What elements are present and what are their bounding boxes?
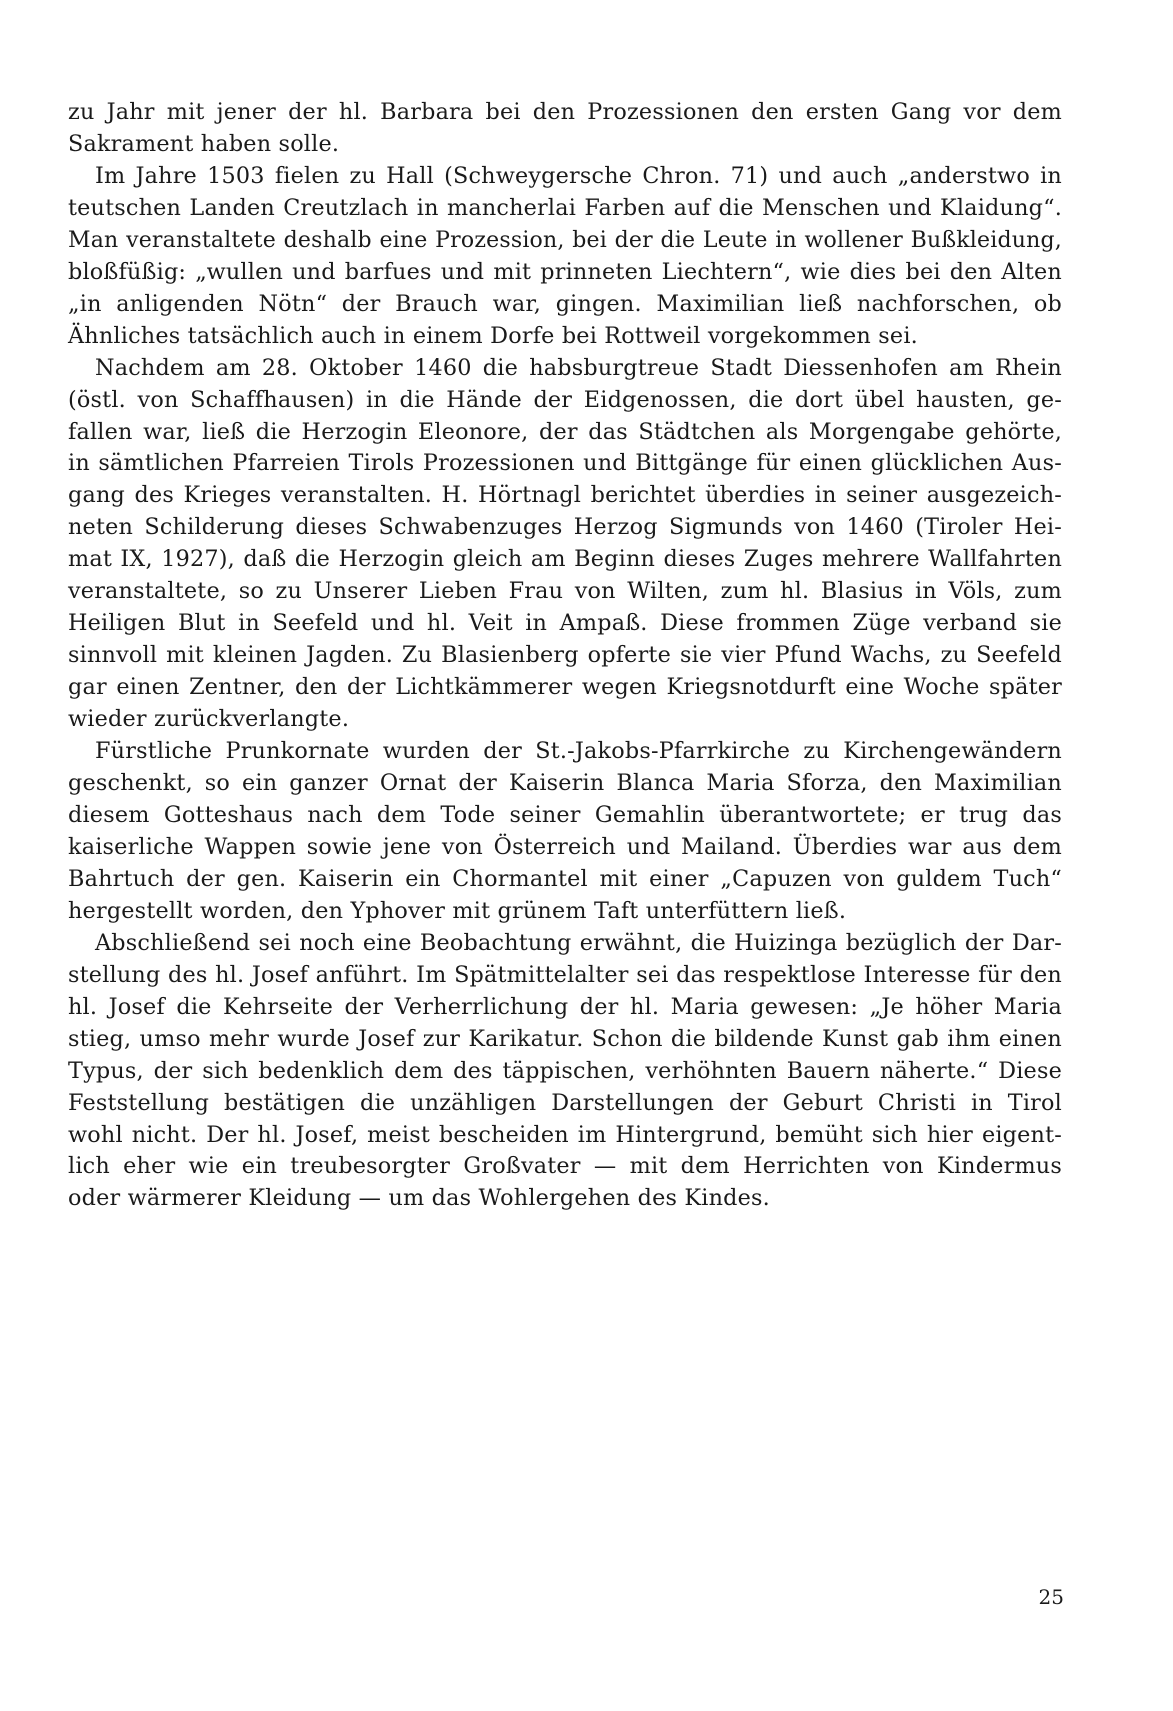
text-line: veranstaltete, so zu Unserer Lieben Frau von Wilten, zum hl. Blasius in Völs, zum	[68, 578, 1062, 605]
text-line: gang des Krieges veranstalten. H. Hörtnagl berichtet überdies in seiner ausgezeich-	[68, 482, 1062, 509]
text-line: „in anligenden Nötn“ der Brauch war, gingen. Maximilian ließ nachforschen, ob	[68, 290, 1062, 317]
text-line: Nachdem am 28. Oktober 1460 die habsburgtreue Stadt Diessenhofen am Rhein	[95, 354, 1062, 381]
text-line: Man veranstaltete deshalb eine Prozession, bei der die Leute in wollener Bußkleidung,	[68, 227, 1062, 253]
text-line: stellung des hl. Josef anführt. Im Spätmittelalter sei das respektlose Interesse für den	[68, 961, 1062, 988]
text-line: hergestellt worden, den Yphover mit grünem Taft unterfüttern ließ.	[68, 897, 847, 924]
text-line: Typus, der sich bedenklich dem des täppischen, verhöhnten Bauern näherte.“ Diese	[68, 1057, 1062, 1084]
text-line: fallen war, ließ die Herzogin Eleonore, der das Städtchen als Morgengabe gehörte,	[68, 418, 1062, 445]
text-line: Ähnliches tatsächlich auch in einem Dorfe bei Rottweil vorgekommen sei.	[68, 322, 918, 349]
text-line: zu Jahr mit jener der hl. Barbara bei den Prozessionen den ersten Gang vor dem	[68, 99, 1062, 125]
text-line: Heiligen Blut in Seefeld und hl. Veit in Ampaß. Diese frommen Züge verband sie	[68, 610, 1062, 637]
text-line: teutschen Landen Creutzlach in mancherlai Farben auf die Menschen und Klaidung“.	[68, 194, 1062, 221]
text-line: geschenkt, so ein ganzer Ornat der Kaiserin Blanca Maria Sforza, den Maximilian	[68, 770, 1062, 797]
text-line: Bahrtuch der gen. Kaiserin ein Chormantel mit einer „Capuzen von guldem Tuch“	[68, 865, 1062, 892]
text-line: wohl nicht. Der hl. Josef, meist bescheiden im Hintergrund, bemüht sich hier eigent-	[68, 1121, 1062, 1148]
text-line: Feststellung bestätigen die unzähligen Darstellungen der Geburt Christi in Tirol	[68, 1089, 1062, 1116]
body-text	[68, 97, 1062, 1215]
text-line: oder wärmerer Kleidung — um das Wohlergehen des Kindes.	[68, 1185, 770, 1212]
text-line: stieg, umso mehr wurde Josef zur Karikatur. Schon die bildende Kunst gab ihm einen	[68, 1025, 1062, 1052]
text-line: wieder zurückverlangte.	[68, 706, 350, 733]
text-line: lich eher wie ein treubesorgter Großvater — mit dem Herrichten von Kindermus	[68, 1153, 1062, 1180]
text-line: Abschließend sei noch eine Beobachtung erwähnt, die Huizinga bezüglich der Dar-	[95, 929, 1062, 956]
text-line: neten Schilderung dieses Schwabenzuges Herzog Sigmunds von 1460 (Tiroler Hei-	[68, 514, 1062, 541]
text-line: hl. Josef die Kehrseite der Verherrlichung der hl. Maria gewesen: „Je höher Maria	[68, 993, 1062, 1020]
text-line: in sämtlichen Pfarreien Tirols Prozessionen und Bittgänge für einen glücklichen Aus-	[68, 450, 1062, 477]
text-line: mat IX, 1927), daß die Herzogin gleich am Beginn dieses Zuges mehrere Wallfahrten	[68, 546, 1062, 573]
text-line: bloßfüßig: „wullen und barfues und mit prinneten Liechtern“, wie dies bei den Alten	[68, 258, 1062, 285]
text-line: kaiserliche Wappen sowie jene von Österreich und Mailand. Überdies war aus dem	[68, 833, 1062, 860]
text-line: diesem Gotteshaus nach dem Tode seiner Gemahlin überantwortete; er trug das	[68, 801, 1062, 828]
text-line: sinnvoll mit kleinen Jagden. Zu Blasienberg opferte sie vier Pfund Wachs, zu Seefeld	[68, 642, 1062, 669]
text-line: Im Jahre 1503 fielen zu Hall (Schweygersche Chron. 71) und auch „anderstwo in	[95, 162, 1062, 189]
text-line: Fürstliche Prunkornate wurden der St.-Jakobs-Pfarrkirche zu Kirchengewändern	[95, 738, 1062, 765]
page-number: 25	[1038, 1585, 1064, 1609]
text-line: Sakrament haben solle.	[68, 130, 340, 157]
text-line: (östl. von Schaffhausen) in die Hände der Eidgenossen, die dort übel hausten, ge-	[68, 386, 1062, 413]
text-line: gar einen Zentner, den der Lichtkämmerer wegen Kriegsnotdurft eine Woche später	[68, 674, 1062, 701]
